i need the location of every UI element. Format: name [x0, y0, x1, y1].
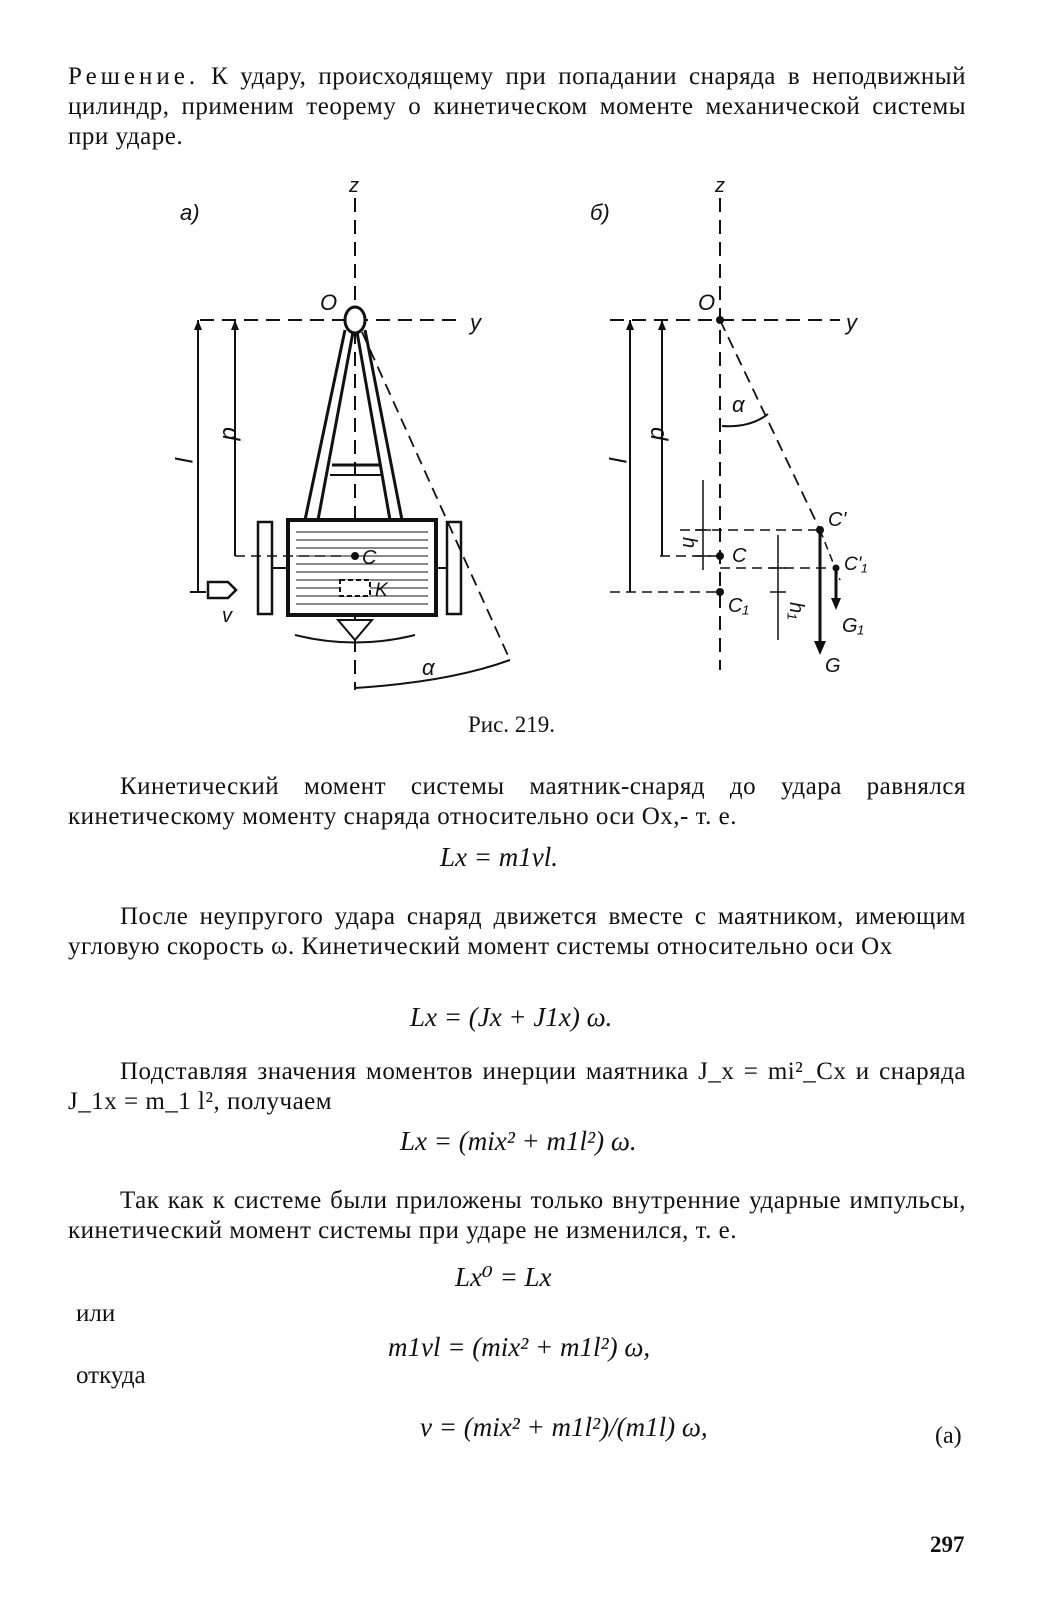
paragraph-5: Так как к системе были приложены только внутренние ударные импульсы, кинетический момент системы при ударе не изменился, т. е.: [68, 1187, 966, 1244]
l-label-b: l: [603, 457, 630, 463]
h-label: h: [678, 537, 700, 549]
alpha-label-a: α: [422, 655, 435, 680]
C1-prime-label: C'₁: [844, 554, 868, 575]
page-number: 297: [930, 1532, 965, 1557]
word-or: или: [76, 1300, 116, 1327]
paragraph-2: Кинетический момент системы маятник-снаряд до удара равнялся кинетическому моменту снаряда относительно оси Ox,- т. е.: [68, 773, 966, 830]
z-label-b: z: [715, 175, 725, 197]
equation-number: (a): [935, 1423, 962, 1449]
K-label: K: [375, 580, 388, 601]
C-prime-label: C': [828, 509, 847, 531]
h1-label: h₁: [785, 602, 807, 620]
panel-b-label: б): [590, 200, 610, 225]
O-label-a: O: [320, 290, 338, 315]
formula-2: Lx = (Jx + J1x) ω.: [410, 1002, 613, 1032]
paragraph-3: После неупругого удара снаряд движется вместе с маятником, имеющим угловую скорость ω. Кинетический момент системы относительно оси Ox: [68, 903, 966, 960]
C-label-a: C: [362, 547, 377, 569]
v-label: v: [222, 605, 232, 627]
panel-a-label: a): [180, 200, 200, 225]
G1-label: G₁: [842, 615, 864, 637]
alpha-arc-b: [722, 414, 768, 426]
l-label-a: l: [169, 457, 196, 463]
formula-6: v = (mix² + m1l²)/(m1l) ω,: [420, 1412, 708, 1442]
y-label-a: y: [470, 310, 481, 335]
solution-text: К удару, происходящему при попадании снаряда в неподвижный цилиндр, применим теорему о кинетическом моменте механической системы при ударе.: [68, 63, 966, 150]
formula-3: Lx = (mix² + m1l²) ω.: [400, 1126, 637, 1156]
d-label-b: d: [645, 427, 672, 441]
C-label-b: C: [732, 545, 747, 567]
d-label-a: d: [217, 427, 244, 441]
formula-1: Lx = m1vl.: [440, 842, 558, 872]
G-label: G: [825, 655, 841, 677]
panel-b: [590, 175, 867, 677]
C1-label: C₁: [728, 595, 749, 617]
y-label-b: y: [846, 310, 857, 335]
formula-5: m1vl = (mix² + m1l²) ω,: [388, 1332, 651, 1362]
figure-219: [140, 170, 900, 700]
projectile: [208, 582, 236, 598]
alpha-label-b: α: [732, 392, 745, 417]
formula-4: Lx⁰ = Lx: [455, 1262, 552, 1292]
O-label-b: O: [698, 290, 716, 315]
figure-caption: Рис. 219.: [468, 712, 556, 737]
solution-lead: Решение.: [68, 63, 200, 90]
word-whence: откуда: [76, 1362, 146, 1389]
pivot-a: [345, 307, 365, 333]
paragraph-4: Подставляя значения моментов инерции маятника J_x = mi²_Cx и снаряда J_1x = m_1 l², получаем: [68, 1058, 966, 1115]
solution-paragraph: [68, 62, 966, 152]
z-label-a: z: [349, 175, 359, 197]
panel-a: [169, 175, 510, 690]
